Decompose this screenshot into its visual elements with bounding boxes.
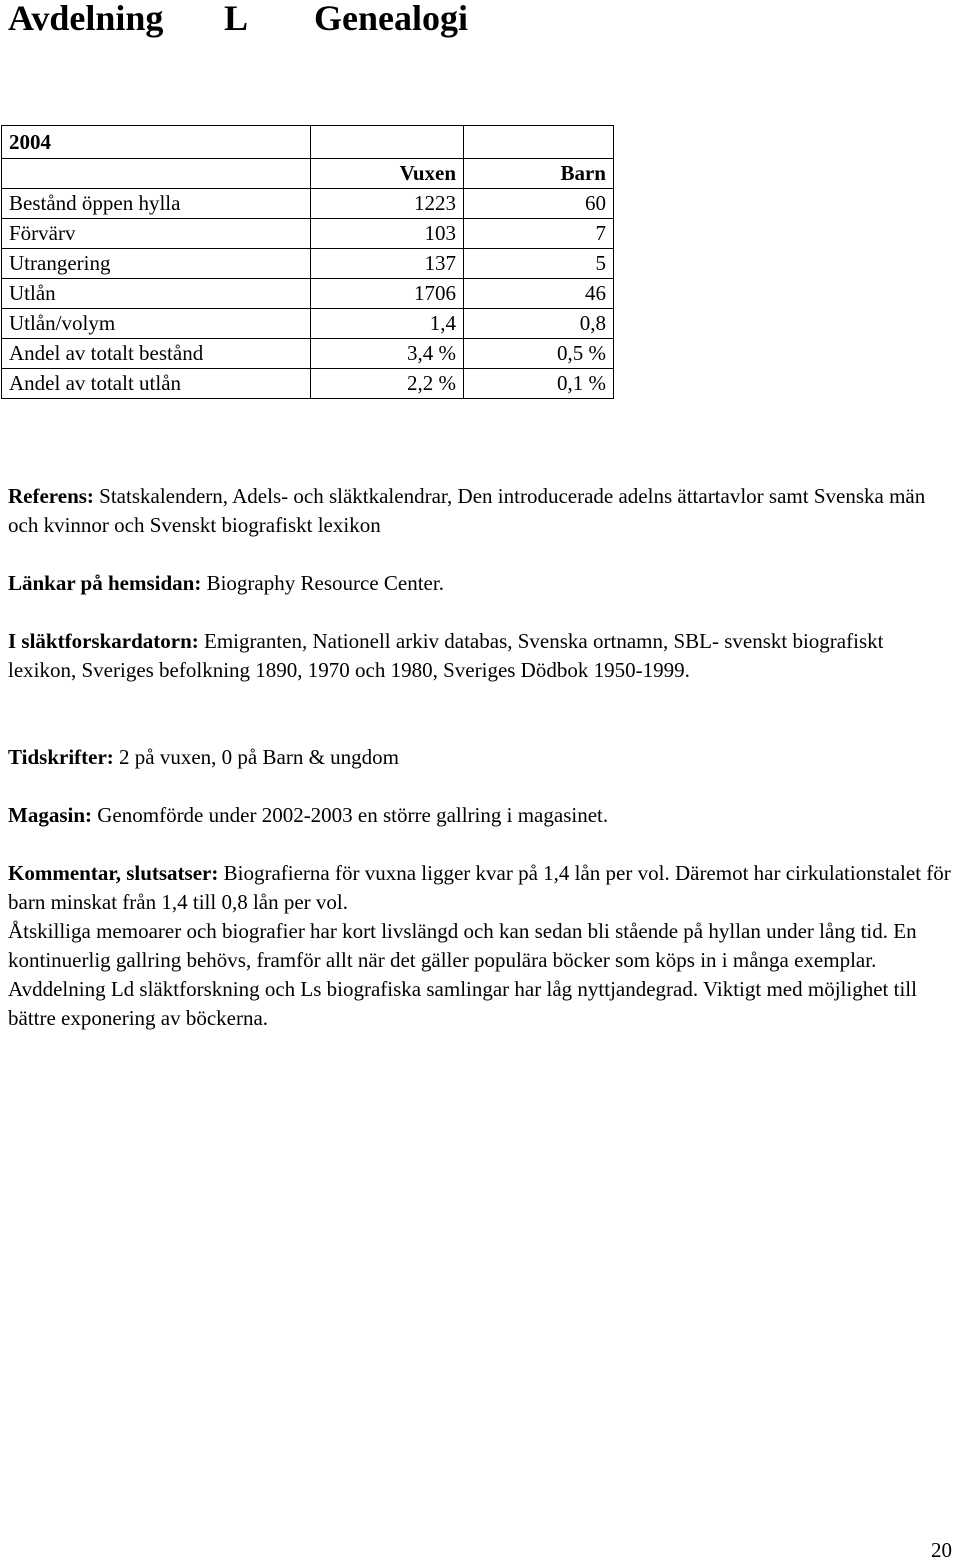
table-header-row [2, 159, 614, 189]
vuxen-value: 103 [311, 219, 464, 249]
table-row [2, 279, 614, 309]
column-header [2, 159, 311, 189]
vuxen-value: 1223 [311, 189, 464, 219]
row-label: Utlån/volym [2, 309, 311, 339]
kommentar-label: Kommentar, slutsatser: [8, 861, 219, 885]
lankar-text: Biography Resource Center. [201, 571, 444, 595]
row-label: Andel av totalt utlån [2, 369, 311, 399]
row-label: Utrangering [2, 249, 311, 279]
slaktforskardatorn-label: I släktforskardatorn: [8, 629, 199, 653]
column-header-vuxen: Vuxen [311, 159, 464, 189]
magasin-text: Genomförde under 2002-2003 en större gallring i magasinet. [92, 803, 609, 827]
referens-label: Referens: [8, 484, 94, 508]
table-row [2, 219, 614, 249]
table-row [2, 339, 614, 369]
table-row-year [2, 126, 614, 159]
vuxen-value: 3,4 % [311, 339, 464, 369]
tidskrifter-text: 2 på vuxen, 0 på Barn & ungdom [113, 745, 399, 769]
row-label: Bestånd öppen hylla [2, 189, 311, 219]
barn-value: 0,8 [464, 309, 614, 339]
table-row [2, 369, 614, 399]
row-label: Utlån [2, 279, 311, 309]
barn-value: 5 [464, 249, 614, 279]
table-row [2, 309, 614, 339]
empty-cell [311, 126, 464, 159]
vuxen-value: 137 [311, 249, 464, 279]
vuxen-value: 1706 [311, 279, 464, 309]
stats-table [1, 125, 614, 399]
barn-value: 46 [464, 279, 614, 309]
page-heading [8, 0, 468, 40]
kommentar-paragraph-3: Avddelning Ld släktforskning och Ls biografiska samlingar har låg nyttjandegrad. Viktigt med möjlighet till bättre exponering av böckerna. [8, 977, 917, 1030]
section-code: L [224, 0, 249, 38]
table-row [2, 189, 614, 219]
slaktforskardatorn-text: Emigranten, Nationell arkiv databas, Svenska ortnamn, SBL- svenskt biografiskt lexikon, Sveriges befolkning 1890, 1970 och 1980, Sveriges Dödbok 1950-1999. [8, 629, 884, 682]
kommentar-block [8, 859, 953, 1033]
section-label: Avdelning [8, 0, 164, 38]
barn-value: 0,1 % [464, 369, 614, 399]
row-label: Förvärv [2, 219, 311, 249]
magasin-paragraph [8, 801, 953, 830]
row-label: Andel av totalt bestånd [2, 339, 311, 369]
lankar-label: Länkar på hemsidan: [8, 571, 202, 595]
magasin-label: Magasin: [8, 803, 92, 827]
barn-value: 60 [464, 189, 614, 219]
kommentar-paragraph [8, 859, 953, 917]
column-header-barn: Barn [464, 159, 614, 189]
tidskrifter-label: Tidskrifter: [8, 745, 114, 769]
kommentar-paragraph-2: Åtskilliga memoarer och biografier har kort livslängd och kan sedan bli stående på hyllan under lång tid. En kontinuerlig gallring behövs, framför allt när det gäller populära böcker som köps in i många exemplar. [8, 919, 917, 972]
page-number: 20 [931, 1538, 952, 1562]
barn-value: 0,5 % [464, 339, 614, 369]
lankar-paragraph [8, 569, 953, 598]
vuxen-value: 1,4 [311, 309, 464, 339]
referens-text: Statskalendern, Adels- och släktkalendrar, Den introducerade adelns ättartavlor samt Svenska män och kvinnor och Svenskt biografiskt lexikon [8, 484, 926, 537]
tidskrifter-paragraph [8, 743, 953, 772]
referens-paragraph [8, 482, 953, 540]
table-row [2, 249, 614, 279]
slaktforskardatorn-paragraph [8, 627, 953, 685]
barn-value: 7 [464, 219, 614, 249]
kommentar-text: Biografierna för vuxna ligger kvar på 1,4 lån per vol. Däremot har cirkulationstalet för barn minskat från 1,4 till 0,8 lån per vol. [8, 861, 951, 914]
section-subject: Genealogi [314, 0, 468, 38]
year-cell: 2004 [2, 126, 311, 159]
vuxen-value: 2,2 % [311, 369, 464, 399]
empty-cell [464, 126, 614, 159]
